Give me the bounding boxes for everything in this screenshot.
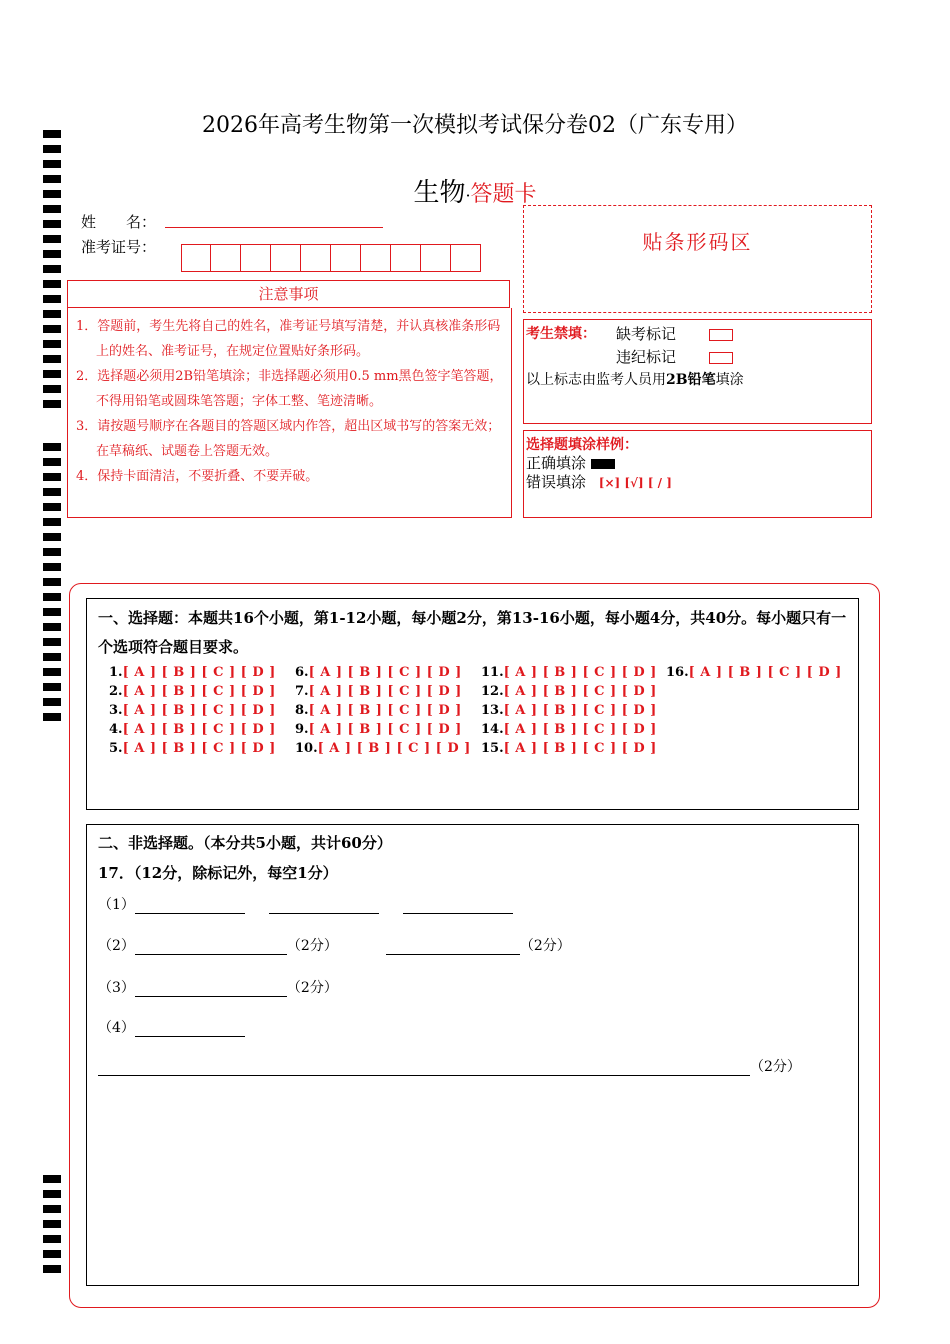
- sample-label: 选择题填涂样例：: [526, 437, 638, 453]
- answer-line[interactable]: [135, 1022, 245, 1037]
- mc-question[interactable]: 3.[ A ] [ B ] [ C ] [ D ]: [109, 703, 276, 718]
- points-label: （2分）: [750, 1059, 801, 1075]
- answer-line[interactable]: [98, 1061, 750, 1076]
- part-label: （1）: [98, 897, 135, 913]
- id-digit-box[interactable]: [271, 244, 301, 272]
- forbid-box: [523, 319, 872, 424]
- mc-question[interactable]: 2.[ A ] [ B ] [ C ] [ D ]: [109, 684, 276, 699]
- answer-line[interactable]: [135, 899, 245, 914]
- name-field[interactable]: [165, 227, 383, 228]
- mc-question[interactable]: 6.[ A ] [ B ] [ C ] [ D ]: [295, 665, 462, 680]
- mc-question[interactable]: 9.[ A ] [ B ] [ C ] [ D ]: [295, 722, 462, 737]
- absent-checkbox[interactable]: [709, 329, 733, 341]
- mc-question[interactable]: 15.[ A ] [ B ] [ C ] [ D ]: [481, 741, 657, 756]
- mc-question[interactable]: 16.[ A ] [ B ] [ C ] [ D ]: [666, 665, 842, 680]
- id-digit-box[interactable]: [361, 244, 391, 272]
- violation-checkbox[interactable]: [709, 352, 733, 364]
- forbid-note-suffix: 填涂: [715, 372, 744, 388]
- exam-title: 2026年高考生物第一次模拟考试保分卷02（广东专用）: [202, 113, 748, 138]
- mc-question[interactable]: 10.[ A ] [ B ] [ C ] [ D ]: [295, 741, 471, 756]
- id-digit-box[interactable]: [421, 244, 451, 272]
- q17-part-2[interactable]: [98, 935, 571, 955]
- mc-question[interactable]: 1.[ A ] [ B ] [ C ] [ D ]: [109, 665, 276, 680]
- notice-box: [67, 308, 512, 518]
- answer-line[interactable]: [135, 982, 287, 997]
- points-label: （2分）: [286, 980, 338, 996]
- answer-line[interactable]: [386, 940, 520, 955]
- mc-heading: 一、选择题：本题共16个小题，第1-12小题，每小题2分，第13-16小题，每小题4分，共40分。每小题只有一个选项符合题目要求。: [98, 609, 847, 656]
- q17-part-1[interactable]: [98, 894, 513, 914]
- subject-name: 生物: [413, 178, 466, 208]
- mc-question[interactable]: 12.[ A ] [ B ] [ C ] [ D ]: [481, 684, 657, 699]
- absent-label: 缺考标记: [616, 325, 677, 343]
- id-label: 准考证号：: [81, 238, 157, 256]
- correct-fill-sample: [591, 459, 615, 469]
- notice-item: 2．选择题必须用2B铅笔填涂；非选择题必须用0.5 mm黑色签字笔答题，不得用铅笔或圆珠笔答题；字体工整、笔迹清晰。: [76, 369, 503, 409]
- barcode-area: [523, 205, 872, 313]
- separator-dot: ·: [465, 186, 471, 205]
- card-label: 答题卡: [470, 182, 537, 207]
- notice-item: 3．请按题号顺序在各题目的答题区域内作答，超出区域书写的答案无效；在草稿纸、试题卷上答题无效。: [76, 419, 501, 459]
- notice-heading: 注意事项: [67, 280, 510, 308]
- mc-question[interactable]: 8.[ A ] [ B ] [ C ] [ D ]: [295, 703, 462, 718]
- mc-question[interactable]: 13.[ A ] [ B ] [ C ] [ D ]: [481, 703, 657, 718]
- id-digit-box[interactable]: [241, 244, 271, 272]
- points-label: （2分）: [286, 938, 338, 954]
- mc-question[interactable]: 7.[ A ] [ B ] [ C ] [ D ]: [295, 684, 462, 699]
- mc-question[interactable]: 5.[ A ] [ B ] [ C ] [ D ]: [109, 741, 276, 756]
- answer-line[interactable]: [403, 899, 513, 914]
- sample-box: [523, 430, 872, 518]
- barcode-label: 贴条形码区: [642, 230, 753, 254]
- answer-line[interactable]: [135, 940, 287, 955]
- mc-question[interactable]: 4.[ A ] [ B ] [ C ] [ D ]: [109, 722, 276, 737]
- forbid-note-bold: 2B铅笔: [666, 372, 716, 388]
- notice-item: 1．答题前，考生先将自己的姓名，准考证号填写清楚，并认真核准条形码上的姓名、准考证号，在规定位置贴好条形码。: [76, 319, 501, 359]
- id-digit-box[interactable]: [331, 244, 361, 272]
- forbid-label: 考生禁填：: [526, 326, 596, 342]
- mc-question[interactable]: 14.[ A ] [ B ] [ C ] [ D ]: [481, 722, 657, 737]
- answer-line[interactable]: [269, 899, 379, 914]
- id-digit-box[interactable]: [181, 244, 211, 272]
- correct-label: 正确填涂: [526, 454, 587, 472]
- part-label: （3）: [98, 980, 135, 996]
- name-label: 姓 名：: [81, 213, 157, 231]
- q17-heading: 17．（12分，除标记外，每空1分）: [98, 864, 338, 882]
- id-digit-box[interactable]: [391, 244, 421, 272]
- points-label: （2分）: [519, 938, 571, 954]
- q17-part-3[interactable]: [98, 977, 338, 997]
- card-subtitle: [0, 172, 950, 209]
- notice-item: 4．保持卡面清洁，不要折叠、不要弄破。: [76, 469, 319, 484]
- q17-part-4[interactable]: [98, 1017, 245, 1037]
- forbid-note: 以上标志由监考人员用: [526, 372, 666, 388]
- part-label: （2）: [98, 938, 135, 954]
- wrong-fill-samples: [×] [√] [ / ]: [598, 476, 672, 490]
- violation-label: 违纪标记: [616, 348, 677, 366]
- wrong-label: 错误填涂: [526, 473, 587, 491]
- id-digit-box[interactable]: [301, 244, 331, 272]
- id-digit-box[interactable]: [211, 244, 241, 272]
- id-digit-box[interactable]: [451, 244, 481, 272]
- id-number-boxes[interactable]: [181, 244, 481, 272]
- q17-part-4-long[interactable]: [98, 1056, 801, 1076]
- part-label: （4）: [98, 1020, 135, 1036]
- nc-heading: 二、非选择题。（本分共5小题，共计60分）: [98, 834, 392, 852]
- mc-question[interactable]: 11.[ A ] [ B ] [ C ] [ D ]: [481, 665, 657, 680]
